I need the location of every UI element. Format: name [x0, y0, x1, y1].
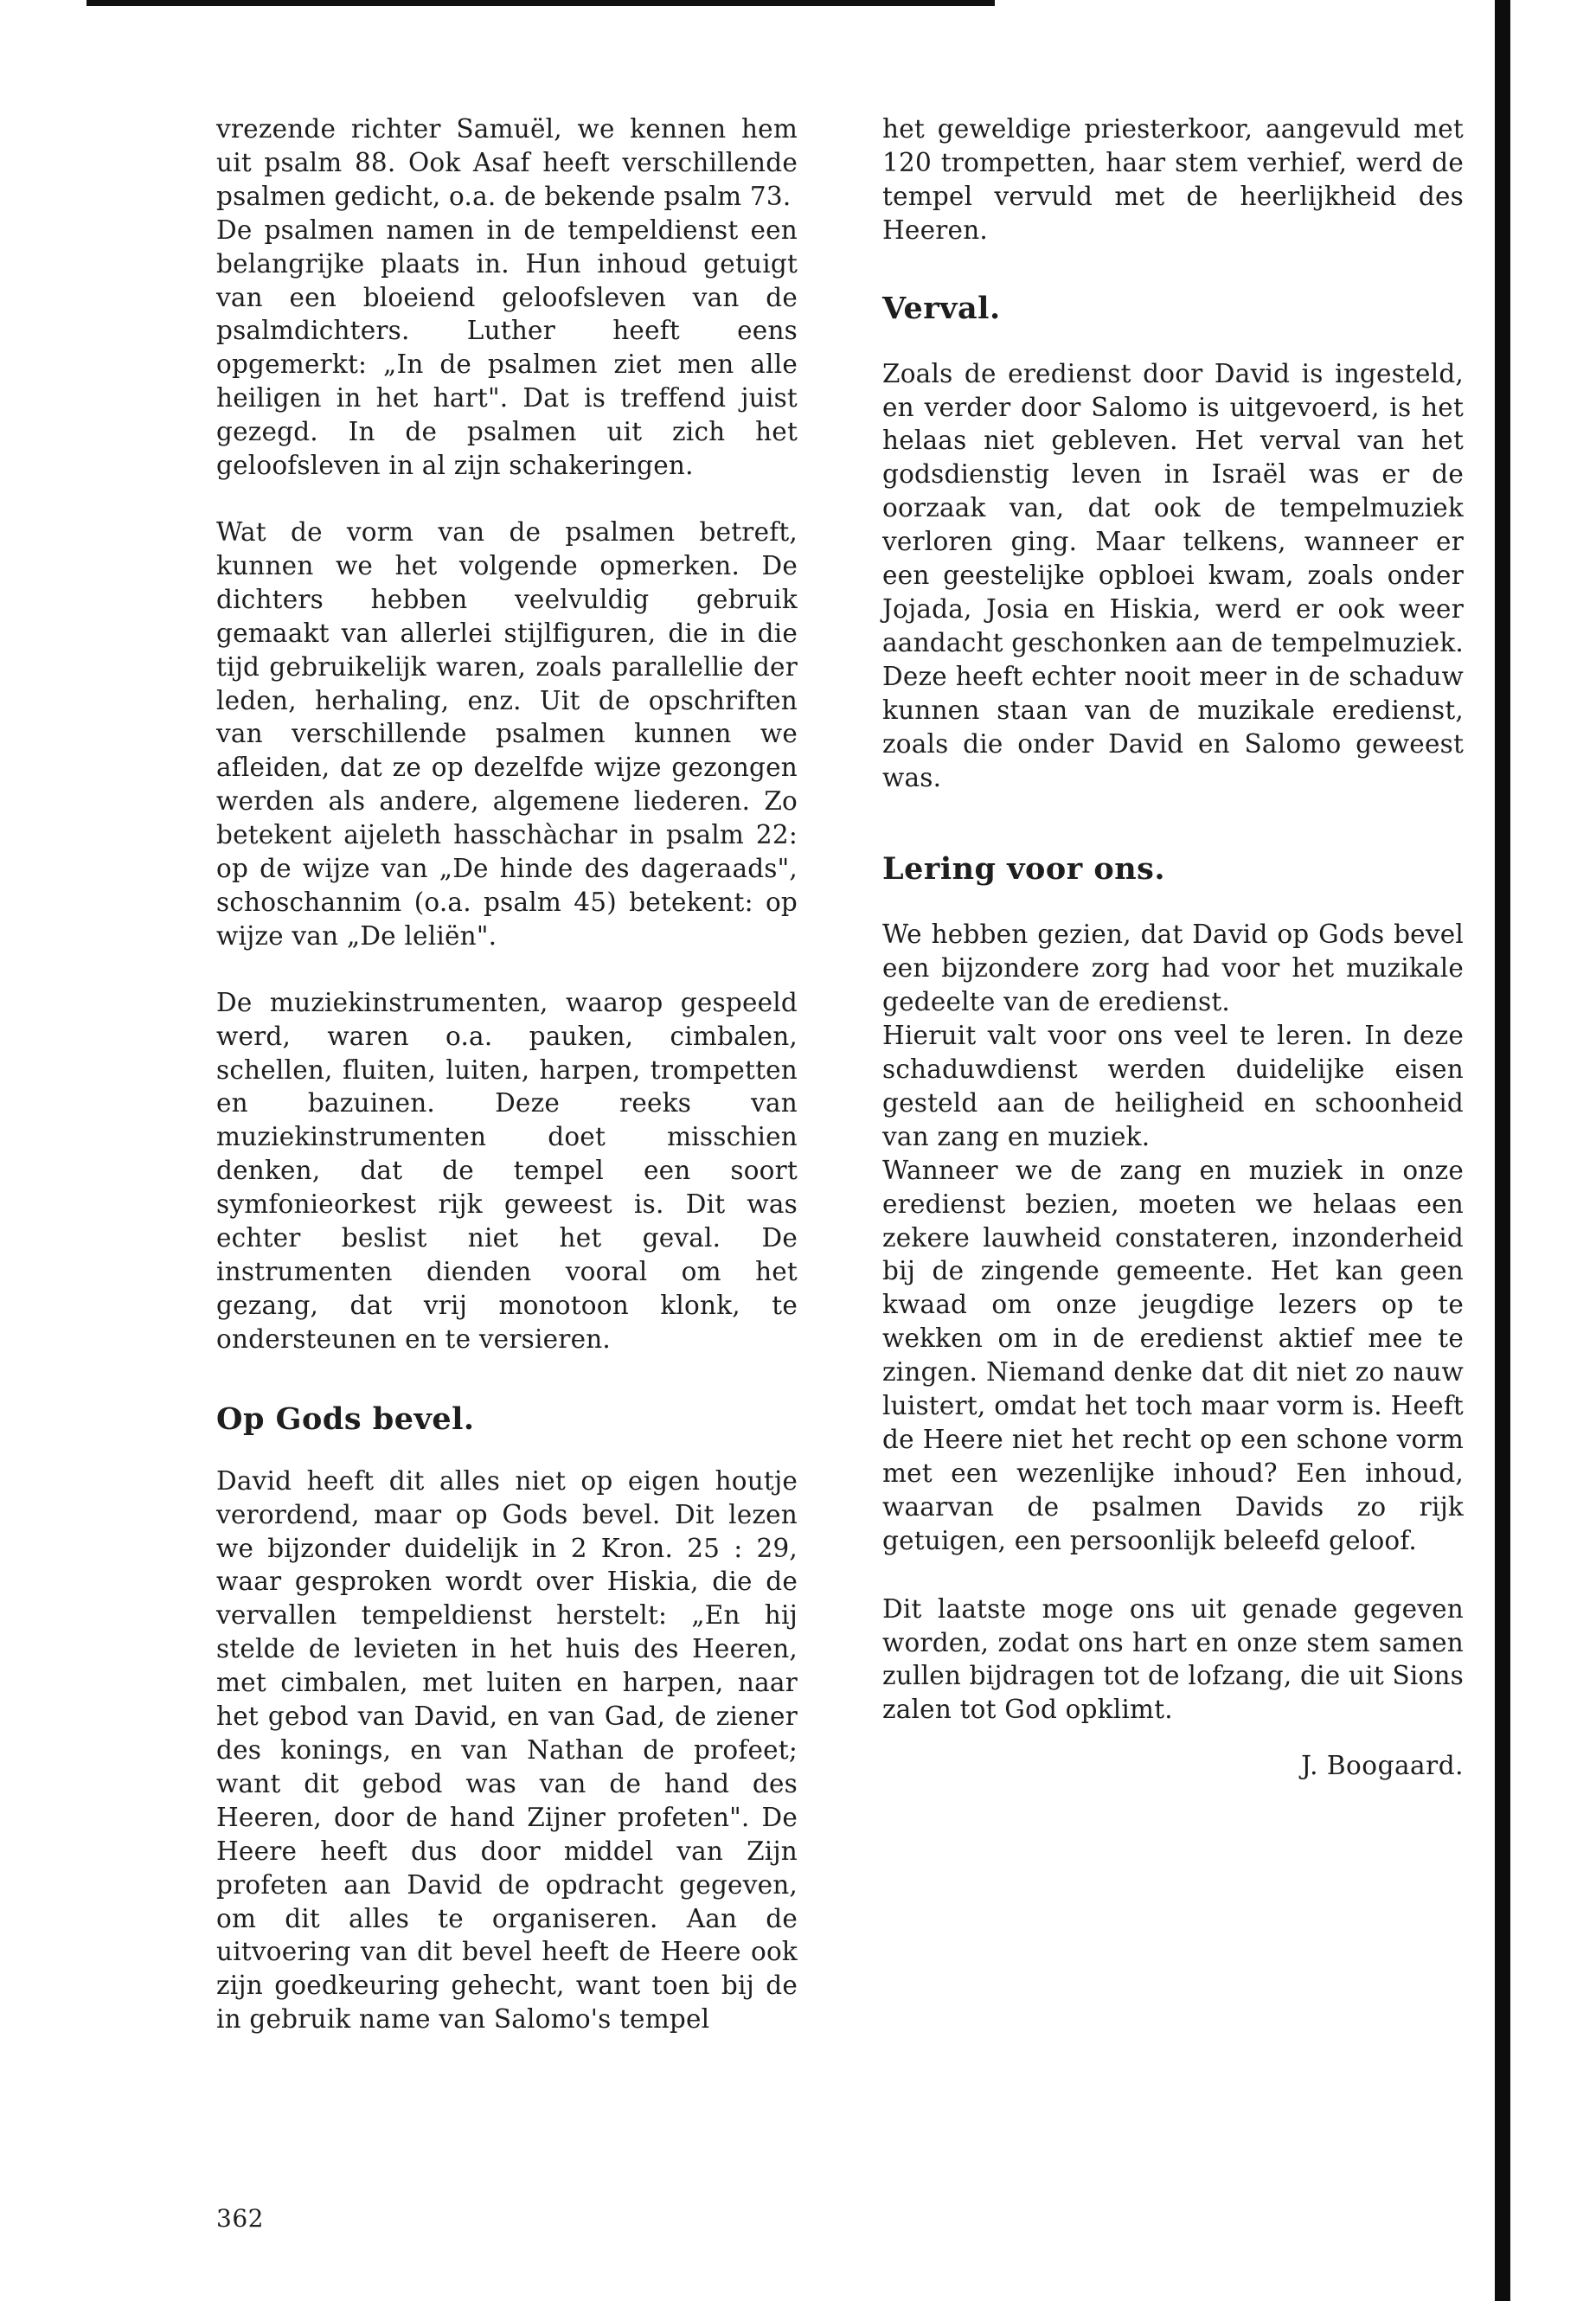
- right-paragraph-2: Zoals de eredienst door David is ingesteld, en verder door Salomo is uitgevoerd, is het helaas niet gebleven. Het verval van het godsdienstig leven in Israël was er de oorzaak van, dat ook de tempelmuziek verloren ging. Maar telkens, wanneer er een geestelijke opbloei kwam, zoals onder Jojada, Josia en Hiskia, werd er ook weer aandacht geschonken aan de tempelmuziek. Deze heeft echter nooit meer in de schaduw kunnen staan van de muzikale eredienst, zoals die onder David en Salomo geweest was.: [882, 358, 1464, 792]
- section-heading-lering-voor-ons: Lering voor ons.: [882, 851, 1166, 888]
- left-paragraph-2: De psalmen namen in de tempeldienst een belangrijke plaats in. Hun inhoud getuigt van een bloeiend geloofsleven van de psalmdichters. Luther heeft eens opgemerkt: „In de psalmen ziet men alle heiligen in het hart". Dat is treffend juist gezegd. In de psalmen uit zich het geloofsleven in al zijn schakeringen.: [216, 215, 798, 481]
- left-paragraph-1: vrezende richter Samuël, we kennen hem uit psalm 88. Ook Asaf heeft verschillende psalmen gedicht, o.a. de bekende psalm 73.: [216, 114, 798, 211]
- right-column: [882, 112, 1464, 1780]
- page-number: 362: [216, 2204, 264, 2233]
- author-signature: J. Boogaard.: [1301, 1751, 1464, 1781]
- top-border-rule: [87, 0, 995, 6]
- right-paragraph-4: Hieruit valt voor ons veel te leren. In deze schaduwdienst werden duidelijke eisen gesteld aan de heiligheid en schoonheid van zang en muziek.: [882, 1021, 1464, 1151]
- left-column: [216, 112, 798, 2036]
- section-heading-verval: Verval.: [882, 290, 1001, 326]
- right-paragraph-1: het geweldige priesterkoor, aangevuld met 120 trompetten, haar stem verhief, werd de tempel vervuld met de heerlijkheid des Heeren.: [882, 114, 1464, 245]
- right-paragraph-5: Wanneer we de zang en muziek in onze eredienst bezien, moeten we helaas een zekere lauwheid constateren, inzonderheid bij de zingende gemeente. Het kan geen kwaad om onze jeugdige lezers op te wekken om in de eredienst aktief mee te zingen. Niemand denke dat dit niet zo nauw luistert, omdat het toch maar vorm is. Heeft de Heere niet het recht op een schone vorm met een wezenlijke inhoud? Een inhoud, waarvan de psalmen Davids zo rijk getuigen, een persoonlijk beleefd geloof.: [882, 1155, 1464, 1555]
- right-paragraph-6: Dit laatste moge ons uit genade gegeven worden, zodat ons hart en onze stem samen zullen bijdragen tot de lofzang, die uit Sions zalen tot God opklimt.: [882, 1593, 1465, 1725]
- right-paragraph-3: We hebben gezien, dat David op Gods bevel een bijzondere zorg had voor het muzikale gedeelte van de eredienst.: [882, 920, 1464, 1017]
- scan-edge-shadow: [1495, 0, 1510, 2301]
- left-paragraph-5: David heeft dit alles niet op eigen houtje verordend, maar op Gods bevel. Dit lezen we bijzonder duidelijk in 2 Kron. 25 : 29, waar gesproken wordt over Hiskia, die de vervallen tempeldienst herstelt: „En hij stelde de levieten in het huis des Heeren, met cimbalen, met luiten en harpen, naar het gebod van David, en van Gad, de ziener des konings, en van Nathan de profeet; want dit gebod was van de hand des Heeren, door de hand Zijner profeten". De Heere heeft dus door middel van Zijn profeten aan David de opdracht gegeven, om dit alles te organiseren. Aan de uitvoering van dit bevel heeft de Heere ook zijn goedkeuring gehecht, want toen bij de in gebruik name van Salomo's tempel: [216, 1465, 798, 2035]
- left-paragraph-3: Wat de vorm van de psalmen betreft, kunnen we het volgende opmerken. De dichters hebben veelvuldig gebruik gemaakt van allerlei stijlfiguren, die in die tijd gebruikelijk waren, zoals parallellie der leden, herhaling, enz. Uit de opschriften van verschillende psalmen kunnen we afleiden, dat ze op dezelfde wijze gezongen werden als andere, algemene liederen. Zo betekent aijeleth hasschàchar in psalm 22: op de wijze van „De hinde des dageraads", schoschannim (o.a. psalm 45) betekent: op wijze van „De leliën".: [216, 516, 798, 951]
- section-heading-op-gods-bevel: Op Gods bevel.: [216, 1400, 475, 1437]
- left-paragraph-4: De muziekinstrumenten, waarop gespeeld werd, waren o.a. pauken, cimbalen, schellen, fluiten, luiten, harpen, trompetten en bazuinen. Deze reeks van muziekinstrumenten doet misschien denken, dat de tempel een soort symfonieorkest rijk geweest is. Dit was echter beslist niet het geval. De instrumenten dienden vooral om het gezang, dat vrij monotoon klonk, te ondersteunen en te versieren.: [216, 987, 798, 1354]
